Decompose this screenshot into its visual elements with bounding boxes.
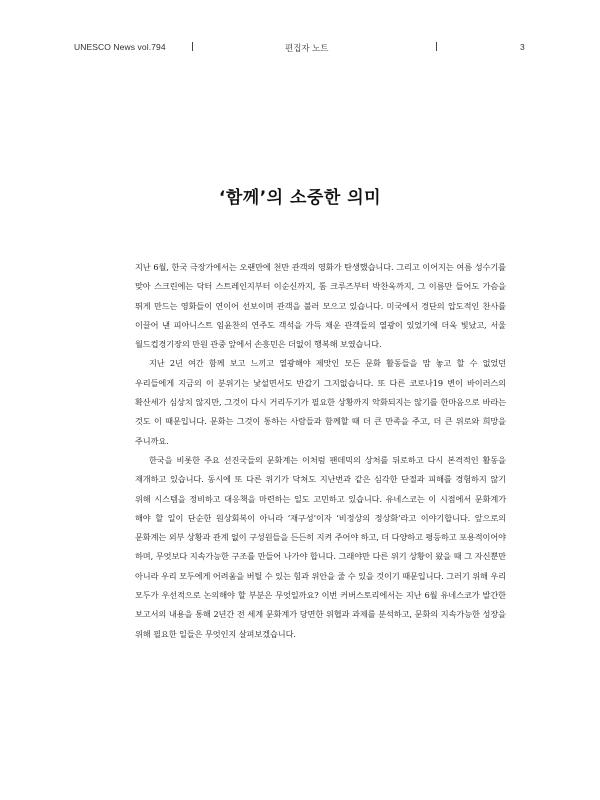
header-divider-right	[436, 42, 437, 51]
paragraph-3: 한국을 비롯한 주요 선진국들의 문화계는 이처럼 팬데믹의 상처를 뒤로하고 다시 본격적인 활동을 재개하고 있습니다. 동시에 또 다른 위기가 닥쳐도 지난번과 같은 심각한 단절과 피해를 경험하지 않기 위해 시스템을 정비하고 대응책을 마련하는 일도 고민하고 있습니다. 유네스코는 이 시점에서 문화계가 해야 할 일이 단순한 원상회복이 아니라 ‘재구성’이자 ‘비정상의 정상화’라고 이야기합니다. 앞으로의 문화계는 외부 상황과 관계 없이 구성원들을 든든히 지켜 주어야 하고, 더 다양하고 평등하고 포용적이어야 하며, 무엇보다 지속가능한 구조를 만들어 나가야 합니다. 그래야만 다른 위기 상황이 왔을 때 그 자신뿐만 아니라 우리 모두에게 어려움을 버틸 수 있는 힘과 위안을 줄 수 있을 것이기 때문입니다. 그러기 위해 우리 모두가 우선적으로 논의해야 할 부분은 무엇일까요? 이번 커버스토리에서는 지난 6월 유네스코가 발간한 보고서의 내용을 통해 2년간 전 세계 문화계가 당면한 위협과 과제를 분석하고, 문화의 지속가능한 성장을 위해 필요한 일들은 무엇인지 살펴보겠습니다.	[135, 454, 506, 639]
article-title: ‘함께’의 소중한 의미	[218, 188, 382, 209]
publication-name: UNESCO News vol.794	[74, 42, 166, 52]
running-header	[0, 42, 600, 54]
page-number: 3	[520, 42, 525, 52]
paragraph-2: 지난 2년 여간 함께 보고 느끼고 열광해야 제맛인 모든 문화 활동들을 맘 놓고 할 수 없었던 우리들에게 지금의 이 분위기는 낯설면서도 반갑기 그지없습니다. 또 다른 코로나19 변이 바이러스의 확산세가 심상치 않지만, 그것이 다시 거리두기가 필요한 상황까지 악화되지는 않기를 한마음으로 바라는 것도 이 때문입니다. 문화는 그것이 통하는 사람들과 함께할 때 더 큰 만족을 주고, 더 큰 위로와 희망을 주니까요.	[135, 358, 506, 446]
header-divider-left	[192, 42, 193, 51]
section-label: 편집자 노트	[285, 43, 329, 53]
paragraph-1: 지난 6월, 한국 극장가에서는 오랜만에 천만 관객의 영화가 탄생했습니다. 그리고 이어지는 여름 성수기를 맞아 스크린에는 닥터 스트레인지부터 이순신까지, 톰 크루즈부터 박찬욱까지, 그 이름만 들어도 가슴을 뛰게 만드는 영화들이 연이어 선보이며 관객을 불러 모으고 있습니다. 미국에서 경단의 압도적인 찬사를 이끌어 낸 피아니스트 임윤찬의 연주도 객석을 가득 채운 관객들의 열광이 있었기에 더욱 빛났고, 서울 월드컵경기장의 만원 관중 앞에서 손흥민은 더없이 행복해 보였습니다.	[135, 262, 506, 350]
article-body	[135, 258, 506, 644]
